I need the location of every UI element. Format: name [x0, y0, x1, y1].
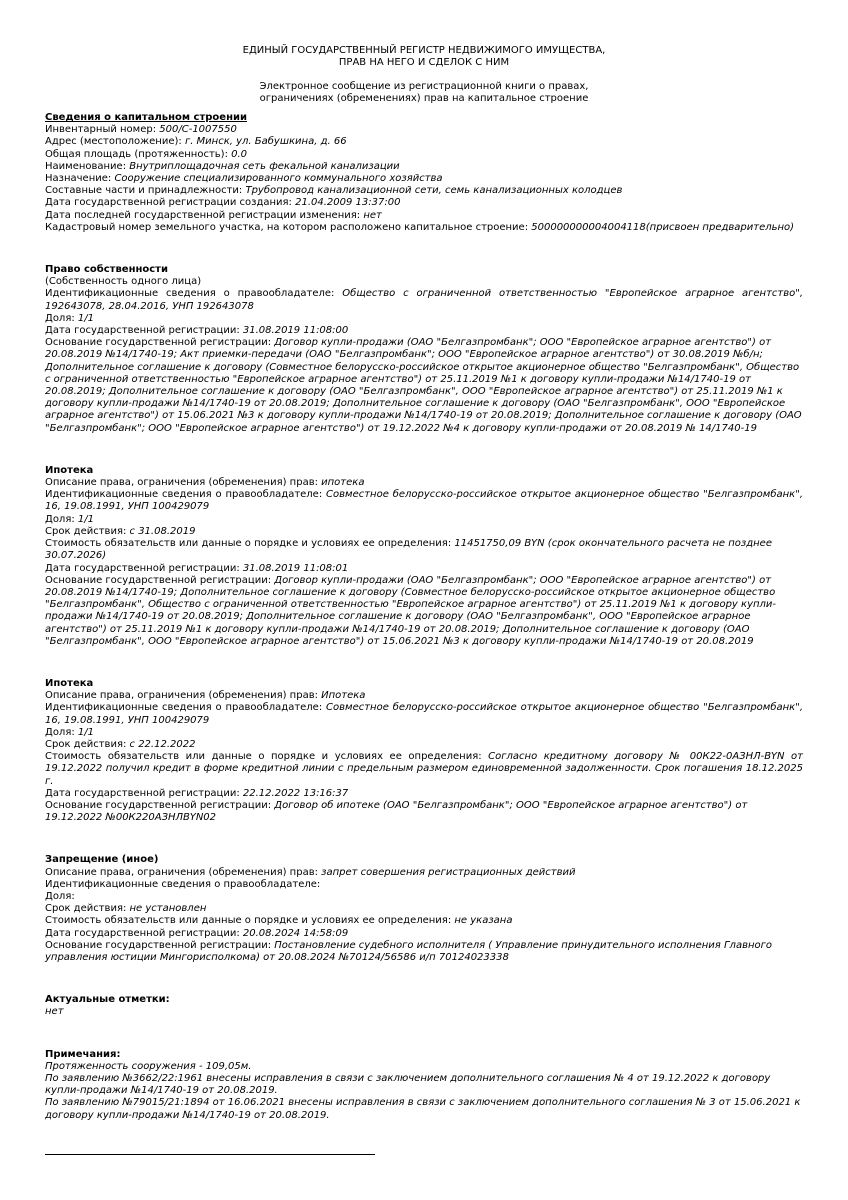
ban-cost-value: не указана — [454, 915, 513, 927]
document-page — [45, 45, 803, 1122]
ban-section — [45, 854, 803, 964]
ban-date-value: 20.08.2024 14:58:09 — [242, 927, 349, 939]
area-label: Общая площадь (протяженность): — [45, 148, 232, 160]
building-title: Сведения о капитальном строении — [45, 112, 248, 123]
ban-share-label: Доля: — [45, 890, 75, 902]
m2-basis-label: Основание государственной регистрации: — [45, 799, 275, 811]
m1-holder-value: Совместное белорусско-российское открытое акционерное общество "Белгазпромбанк", 16, 19.08.1991, УНП 100429079 — [45, 489, 803, 513]
mortgage-2-title: Ипотека — [45, 677, 94, 689]
ownership-kind: (Собственность одного лица) — [45, 276, 202, 288]
changed-value: нет — [363, 209, 382, 221]
m1-term-value: с 31.08.2019 — [129, 525, 196, 537]
note-2: По заявлению №3662/22:1961 внесены исправления в связи с заключением дополнительного соглашения № 4 от 19.12.2022 к договору купли-продажи №14/1740-19 от 20.08.2019. — [45, 1073, 771, 1097]
header-subtitle-2: ограничениях (обременениях) прав на капитальное строение — [259, 93, 589, 104]
m2-date-value: 22.12.2022 13:16:37 — [242, 787, 349, 799]
m2-cost-value: Согласно кредитному договору № 00К22-0АЗНЛ-BYN от 19.12.2022 получил кредит в форме кредитной линии с предельным размером единовременной задолженности. Срок погашения 18.12.2025 г. — [45, 751, 803, 787]
inv-value: 500/C-1007550 — [159, 124, 237, 136]
m2-term-label: Срок действия: — [45, 738, 130, 750]
purpose-value: Сооружение специализированного коммунального хозяйства — [114, 173, 443, 185]
purpose-label: Назначение: — [45, 173, 115, 185]
note-3: По заявлению №79015/21:1894 от 16.06.2021 внесены исправления в связи с заключением дополнительного соглашения № 3 от 15.06.2021 к договору купли-продажи №14/1740-19 от 20.08.2019. — [45, 1097, 801, 1121]
cadastral-label: Кадастровый номер земельного участка, на котором расположено капитальное строение: — [45, 221, 532, 233]
note-1: Протяженность сооружения - 109,05м. — [45, 1060, 252, 1072]
addr-value: г. Минск, ул. Бабушкина, д. 66 — [184, 136, 347, 148]
ban-cost-label: Стоимость обязательств или данные о порядке и условиях ее определения: — [45, 915, 455, 927]
owner-share-value: 1/1 — [77, 312, 94, 324]
ban-title: Запрещение (иное) — [45, 854, 159, 866]
owner-share-label: Доля: — [45, 312, 78, 324]
owner-date-label: Дата государственной регистрации: — [45, 325, 243, 337]
m1-date-label: Дата государственной регистрации: — [45, 562, 243, 574]
m1-desc-value: ипотека — [321, 477, 365, 489]
owner-date-value: 31.08.2019 11:08:00 — [242, 325, 349, 337]
owner-holder-value: Общество с ограниченной ответственностью "Европейское аграрное агентство", 192643078, 28.04.2016, УНП 192643078 — [45, 288, 804, 312]
notes-title: Примечания: — [45, 1048, 121, 1060]
created-value: 21.04.2009 13:37:00 — [295, 197, 401, 209]
header-line-1: ЕДИНЫЙ ГОСУДАРСТВЕННЫЙ РЕГИСТР НЕДВИЖИМОГО ИМУЩЕСТВА, — [242, 45, 606, 56]
ban-term-value: не установлен — [129, 903, 207, 915]
changed-label: Дата последней государственной регистрации изменения: — [45, 209, 364, 221]
m1-date-value: 31.08.2019 11:08:01 — [242, 562, 349, 574]
signature-line — [45, 1154, 375, 1155]
m2-holder-value: Совместное белорусско-российское открытое акционерное общество "Белгазпромбанк", 16, 19.08.1991, УНП 100429079 — [45, 702, 803, 726]
ban-basis-label: Основание государственной регистрации: — [45, 939, 275, 951]
document-header — [45, 45, 803, 105]
owner-holder-label: Идентификационные сведения о правообладателе: — [45, 288, 343, 300]
ownership-title: Право собственности — [45, 264, 168, 276]
m2-desc-label: Описание права, ограничения (обременения) прав: — [45, 690, 322, 702]
header-line-2: ПРАВ НА НЕГО И СДЕЛОК С НИМ — [338, 57, 510, 68]
parts-label: Составные части и принадлежности: — [45, 185, 246, 197]
ownership-section — [45, 264, 803, 435]
name-label: Наименование: — [45, 160, 130, 172]
m2-holder-label: Идентификационные сведения о правообладателе: — [45, 702, 327, 714]
m1-cost-value: 11451750,09 BYN (срок окончательного расчета не позднее 30.07.2026) — [45, 538, 772, 562]
notes-section — [45, 1049, 803, 1122]
m2-share-value: 1/1 — [77, 726, 94, 738]
m2-share-label: Доля: — [45, 726, 78, 738]
owner-basis-value: Договор купли-продажи (ОАО "Белгазпромбанк"; ООО "Европейское аграрное агентство") от 20.08.2019 №14/1740-19; Акт приемки-передачи (ОАО "Белгазпромбанк"; ООО "Европейское аграрное агентство") от 30.08.2019 №б/н; Дополнительное соглашение к договору (Совместное белорусско-российское открытое акционерное общество "Белгазпромбанк", Общество с ограниченной ответственностью "Европейское аграрное агентство") от 25.11.2019 №1 к договору купли-продажи №14/1740-19 от 20.08.2019; Дополнительное соглашение к договору (ОАО "Белгазпромбанк", ООО "Европейское аграрное агентство") от 25.11.2019 №1 к договору купли-продажи №14/1740-19 от 20.08.2019; Дополнительное соглашение к договору (ОАО "Белгазпромбанк", ООО "Европейское аграрное агентство") от 15.06.2021 №3 к договору купли-продажи №14/1740-19 от 20.08.2019; Дополнительное соглашение к договору (ОАО "Белгазпромбанк"; ООО "Европейское аграрное агентство") от 19.12.2022 №4 к договору купли-продажи от 20.08.2019 № 14/1740-19 — [45, 337, 802, 434]
inv-label: Инвентарный номер: — [45, 124, 160, 136]
ban-date-label: Дата государственной регистрации: — [45, 927, 243, 939]
marks-value: нет — [45, 1006, 64, 1018]
mortgage-1-title: Ипотека — [45, 464, 94, 476]
m1-basis-label: Основание государственной регистрации: — [45, 574, 275, 586]
ban-basis-value: Постановление судебного исполнителя ( Управление принудительного исполнения Главного управления юстиции Мингорисполкома) от 20.08.2024 №70124/56586 и/п 70124023338 — [45, 939, 772, 963]
marks-section — [45, 994, 803, 1018]
name-value: Внутриплощадочная сеть фекальной канализации — [129, 160, 400, 172]
m2-cost-label: Стоимость обязательств или данные о порядке и условиях ее определения: — [45, 751, 489, 763]
m1-share-label: Доля: — [45, 513, 78, 525]
mortgage-1-section — [45, 465, 803, 648]
ban-holder-label: Идентификационные сведения о правообладателе: — [45, 878, 321, 890]
mortgage-2-section — [45, 678, 803, 824]
m1-basis-value: Договор купли-продажи (ОАО "Белгазпромбанк"; ООО "Европейское аграрное агентство") от 20.08.2019 №14/1740-19; Дополнительное соглашение к договору (Совместное белорусско-российское открытое акционерное общество "Белгазпромбанк", Общество с ограниченной ответственностью "Европейское аграрное агентство") от 25.11.2019 №1 к договору купли-продажи №14/1740-19 от 20.08.2019; Дополнительное соглашение к договору (ОАО "Белгазпромбанк", ООО "Европейское аграрное агентство") от 25.11.2019 №1 к договору купли-продажи №14/1740-19 от 20.08.2019; Дополнительное соглашение к договору (ОАО "Белгазпромбанк", ООО "Европейское аграрное агентство") от 15.06.2021 №3 к договору купли-продажи №14/1740-19 от 20.08.2019 — [45, 574, 777, 647]
ban-desc-value: запрет совершения регистрационных действий — [321, 866, 576, 878]
m1-term-label: Срок действия: — [45, 525, 130, 537]
m1-holder-label: Идентификационные сведения о правообладателе: — [45, 489, 327, 501]
building-section — [45, 112, 803, 234]
owner-basis-label: Основание государственной регистрации: — [45, 337, 275, 349]
m1-cost-label: Стоимость обязательств или данные о порядке и условиях ее определения: — [45, 538, 455, 550]
created-label: Дата государственной регистрации создания: — [45, 197, 296, 209]
m2-term-value: с 22.12.2022 — [129, 738, 196, 750]
m2-basis-value: Договор об ипотеке (ОАО "Белгазпромбанк"; ООО "Европейское аграрное агентство") от 19.12.2022 №00К220АЗНЛBYN02 — [45, 799, 748, 824]
parts-value: Трубопровод канализационной сети, семь канализационных колодцев — [245, 185, 623, 197]
ban-desc-label: Описание права, ограничения (обременения) прав: — [45, 866, 322, 878]
m2-desc-value: Ипотека — [321, 690, 366, 702]
area-value: 0.0 — [231, 148, 248, 160]
cadastral-value: 500000000004004118(присвоен предварительно) — [531, 221, 795, 233]
m1-share-value: 1/1 — [77, 513, 94, 525]
m2-date-label: Дата государственной регистрации: — [45, 787, 243, 799]
ban-term-label: Срок действия: — [45, 903, 130, 915]
m1-desc-label: Описание права, ограничения (обременения) прав: — [45, 477, 322, 489]
addr-label: Адрес (местоположение): — [45, 136, 185, 148]
marks-title: Актуальные отметки: — [45, 994, 170, 1006]
header-subtitle-1: Электронное сообщение из регистрационной книги о правах, — [259, 81, 589, 92]
